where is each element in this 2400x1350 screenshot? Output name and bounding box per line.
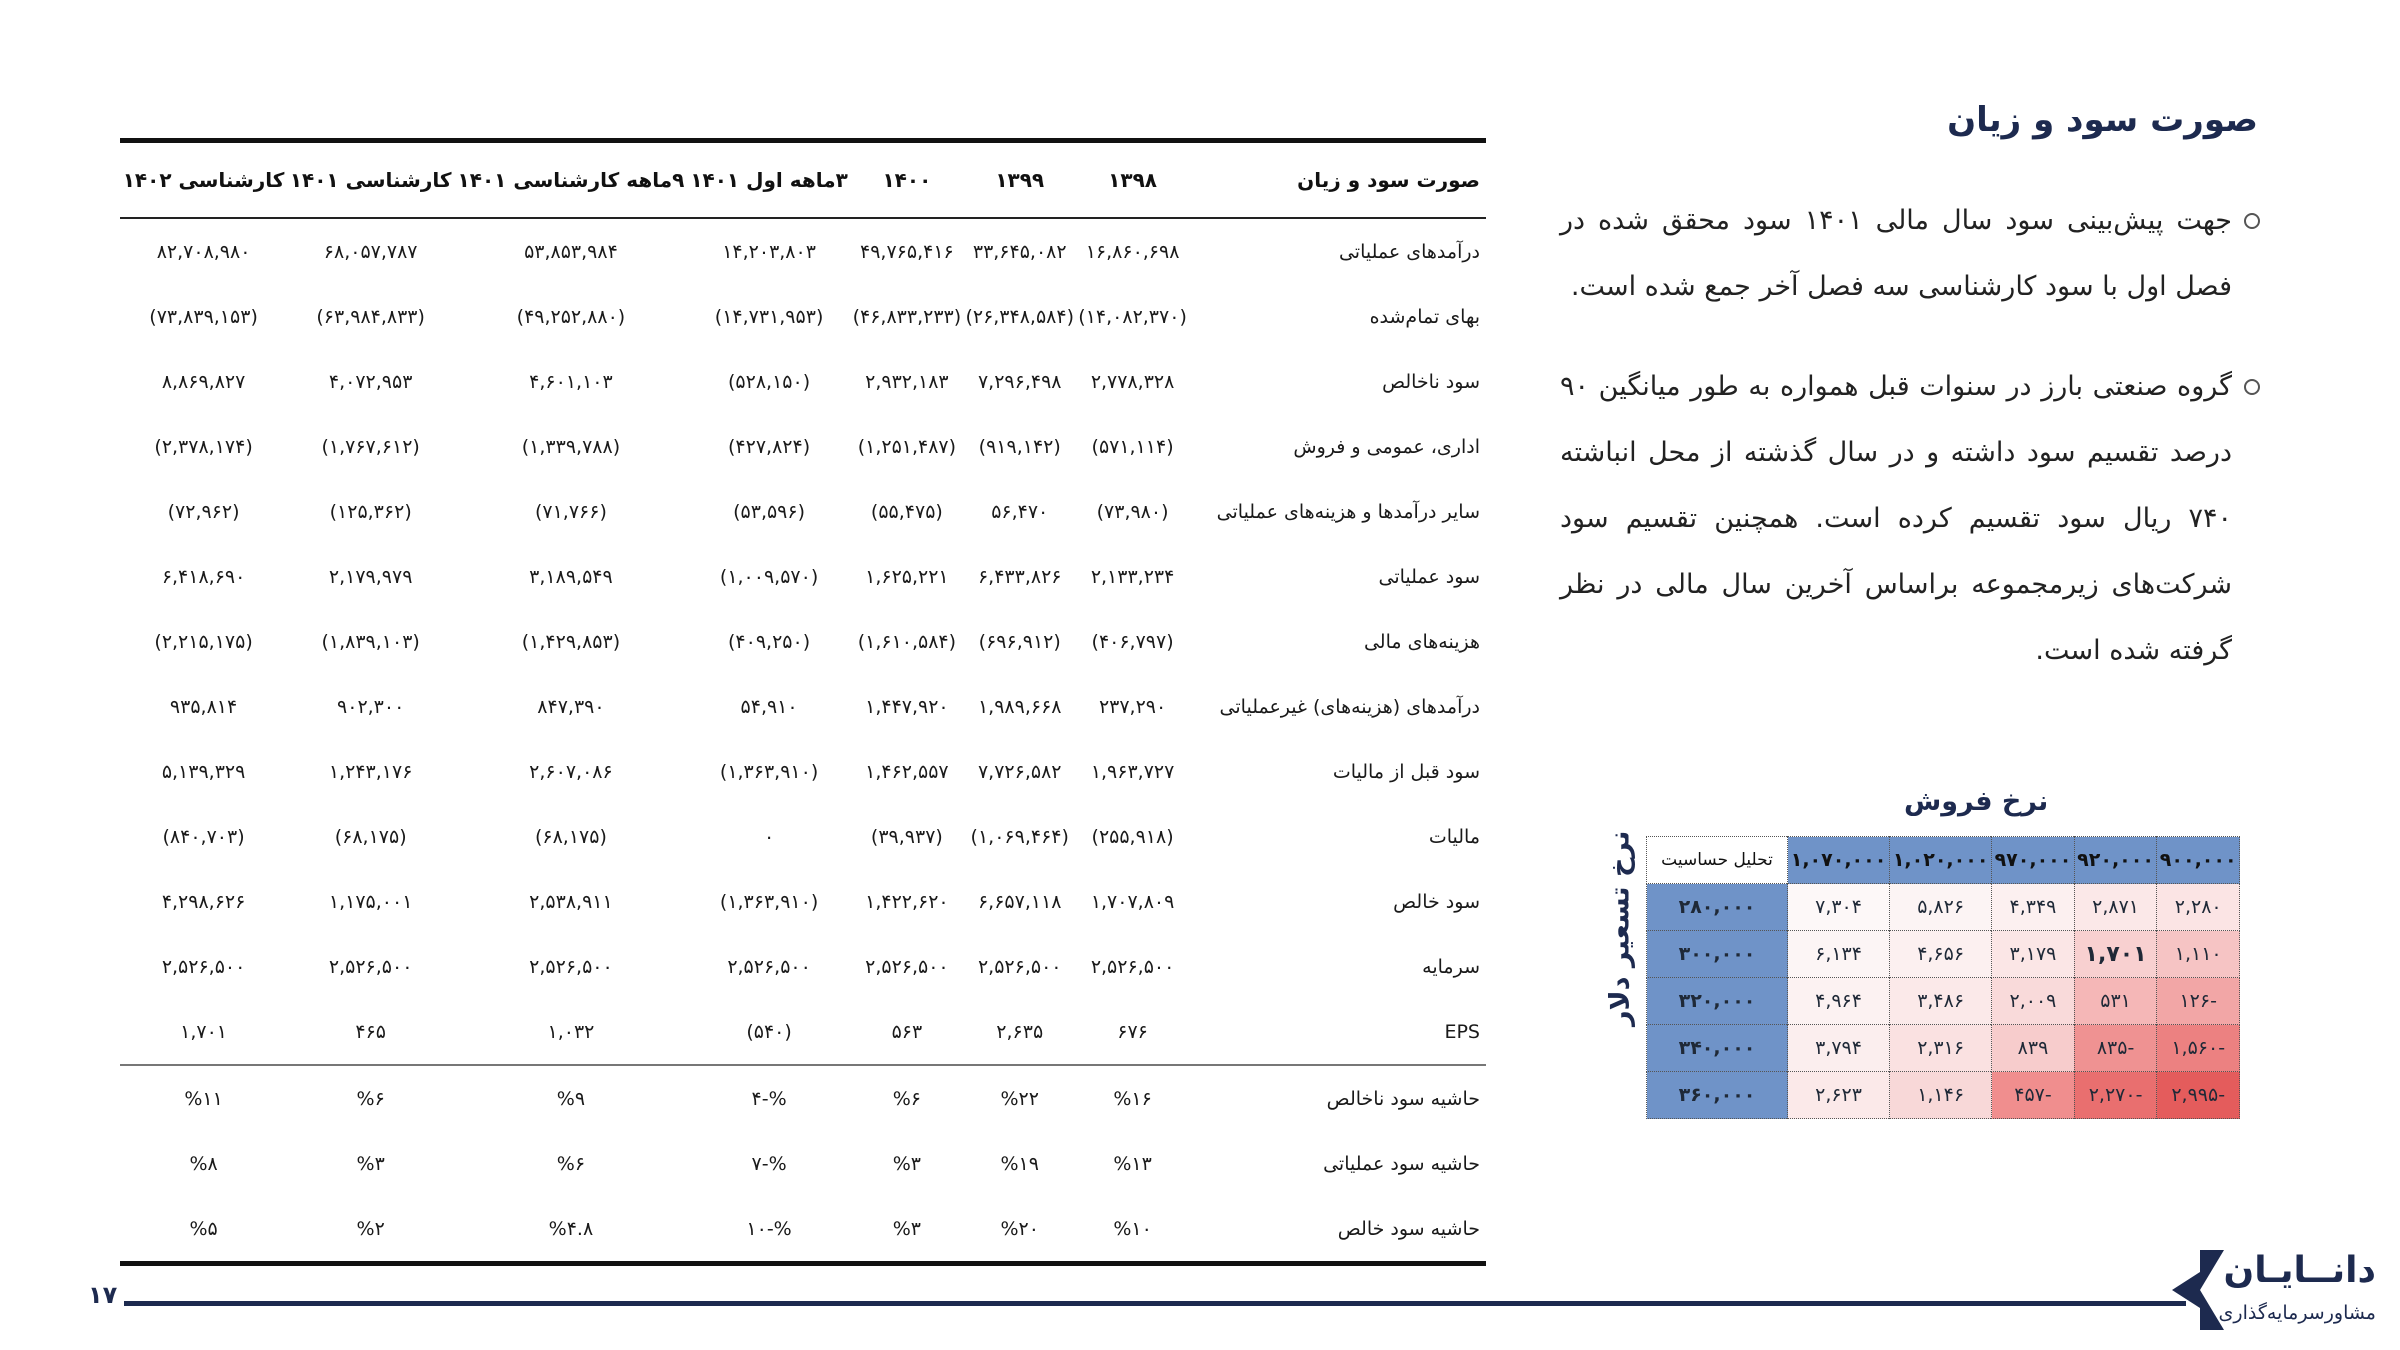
sensitivity-cell: ۲,۳۱۶ [1890,1025,1992,1072]
table-cell: (۱,۲۵۱,۴۸۷) [857,435,957,458]
sensitivity-cell: ۳,۷۹۴ [1788,1025,1890,1072]
sensitivity-cell: ۲,۸۷۱ [2074,884,2157,931]
row-label: EPS [1444,1020,1480,1043]
table-row [120,414,1486,479]
table-cell: (۱,۰۰۹,۵۷۰) [719,565,819,588]
row-label: سود خالص [1393,890,1480,913]
table-cell: (۶۳,۹۸۴,۸۳۳) [316,305,425,328]
table-cell: ۱۶,۸۶۰,۶۹۸ [1085,240,1180,263]
table-cell: %-۱۰ [746,1217,792,1240]
table-row [120,479,1486,544]
brand-name: دانــایـان [2223,1250,2376,1291]
sensitivity-cell: ۲,۶۲۳ [1788,1072,1890,1119]
table-cell: (۵۲۸,۱۵۰) [728,370,811,393]
table-row [120,218,1486,284]
column-header: کارشناسی ۱۴۰۱ [287,141,454,219]
table-cell: (۲۵۵,۹۱۸) [1091,825,1174,848]
sensitivity-cell: -۲,۲۷۰ [2074,1072,2157,1119]
row-label: حاشیه سود خالص [1337,1217,1480,1240]
table-cell: %۵ [189,1217,218,1240]
table-cell: ۱,۴۲۲,۶۲۰ [865,890,949,913]
table-cell: ۶,۴۳۳,۸۲۶ [977,565,1062,588]
page-number: ۱۷ [88,1281,118,1309]
table-cell: (۱,۶۱۰,۵۸۴) [857,630,957,653]
sensitivity-cell: -۴۵۷ [1992,1072,2075,1119]
usd-rate-label: ۲۸۰,۰۰۰ [1647,884,1788,931]
table-header-row [120,141,1486,219]
table-cell: (۱۴,۰۸۲,۳۷۰) [1078,305,1187,328]
table-cell: %۲ [356,1217,385,1240]
table-cell: ۱,۴۶۲,۵۵۷ [865,760,949,783]
sensitivity-cell: ۴,۶۵۶ [1890,931,1992,978]
column-header: ۱۴۰۰ [850,141,963,219]
table-row [120,284,1486,349]
row-label: بهای تمام‌شده [1369,305,1480,328]
table-cell: ۵,۱۳۹,۳۲۹ [161,760,246,783]
row-label: سایر درآمدها و هزینه‌های عملیاتی [1216,500,1480,523]
table-cell: ۲,۵۲۶,۵۰۰ [977,955,1062,978]
sensitivity-cell: -۸۳۵ [2074,1025,2157,1072]
table-row [120,934,1486,999]
sensitivity-cell: ۷,۳۰۴ [1788,884,1890,931]
column-header: ۳ماهه اول ۱۴۰۱ [688,141,851,219]
sensitivity-cell: -۲,۹۹۵ [2157,1072,2240,1119]
table-cell: ۶,۶۵۷,۱۱۸ [977,890,1062,913]
table-cell: ۱۴,۲۰۳,۸۰۳ [722,240,816,263]
table-cell: %۶ [287,1065,454,1131]
notes-list [1560,188,2260,684]
column-header: صورت سود و زیان [1189,141,1486,219]
note-item: جهت پیش‌بینی سود سال مالی ۱۴۰۱ سود محقق شده در فصل اول با سود کارشناسی سه فصل آخر جمع شده است. [1560,188,2260,320]
sensitivity-cell: ۲,۲۸۰ [2157,884,2240,931]
sales-rate-header: ۹۲۰,۰۰۰ [2074,837,2157,884]
column-header: ۹ماهه کارشناسی ۱۴۰۱ [454,141,687,219]
usd-rate-label: ۳۶۰,۰۰۰ [1647,1072,1788,1119]
table-cell: %۸ [189,1152,218,1175]
table-cell: ۳۳,۶۴۵,۰۸۲ [972,240,1067,263]
table-cell: ۵۶,۴۷۰ [991,500,1049,523]
sensitivity-row [1647,978,2240,1025]
table-cell: ۵۶۳ [891,1020,923,1043]
table-cell: ۱,۰۳۲ [547,1020,595,1043]
sensitivity-cell: -۱,۵۶۰ [2157,1025,2240,1072]
sales-rate-header: ۱,۰۲۰,۰۰۰ [1890,837,1992,884]
table-row [120,1196,1486,1264]
table-cell: (۱,۸۳۹,۱۰۳) [321,630,420,653]
table-cell: ۲,۵۲۶,۵۰۰ [865,955,949,978]
table-cell: ۵۳,۸۵۳,۹۸۴ [524,240,618,263]
table-row [120,804,1486,869]
table-cell: (۹۱۹,۱۴۲) [978,435,1061,458]
table-cell: (۶۸,۱۷۵) [334,825,407,848]
table-cell: %۴.۸ [548,1217,594,1240]
sensitivity-cell: ۶,۱۳۴ [1788,931,1890,978]
table-cell: (۱,۰۶۹,۴۶۴) [970,825,1069,848]
table-cell: (۱,۳۳۹,۷۸۸) [521,435,621,458]
table-cell: (۸۴۰,۷۰۳) [162,825,245,848]
sales-rate-header: ۹۰۰,۰۰۰ [2157,837,2240,884]
table-cell: (۱,۳۶۳,۹۱۰) [719,890,819,913]
table-row [120,674,1486,739]
table-cell: ۶۷۶ [1117,1020,1148,1043]
table-row [120,869,1486,934]
table-cell: (۱۴,۷۳۱,۹۵۳) [714,305,824,328]
row-label: سود ناخالص [1382,370,1480,393]
table-cell: ۴,۲۹۸,۶۲۶ [161,890,246,913]
sales-rate-header: ۹۷۰,۰۰۰ [1992,837,2075,884]
table-cell: ۲,۶۳۵ [996,1020,1044,1043]
table-cell: ۲,۵۲۶,۵۰۰ [161,955,246,978]
table-cell: %-۴ [688,1065,851,1131]
sensitivity-row [1647,931,2240,978]
table-cell: (۷۳,۸۳۹,۱۵۳) [149,305,258,328]
table-cell: %۳ [356,1152,385,1175]
row-label: درآمدهای (هزینه‌های) غیرعملیاتی [1219,695,1480,718]
row-label: حاشیه سود ناخالص [1189,1065,1486,1131]
sales-rate-header: ۱,۰۷۰,۰۰۰ [1788,837,1890,884]
table-cell: %۹ [454,1065,687,1131]
table-cell: %۲۰ [1000,1217,1039,1240]
sensitivity-cell: ۱,۱۴۶ [1890,1072,1992,1119]
table-cell: %۱۶ [1076,1065,1189,1131]
table-cell: ۲,۱۷۹,۹۷۹ [328,565,413,588]
note-item: گروه صنعتی بارز در سنوات قبل همواره به طور میانگین ۹۰ درصد تقسیم سود داشته و در سال گذشته از محل انباشته ۷۴۰ ریال سود تقسیم کرده است. همچنین تقسیم سود شرکت‌های زیرمجموعه براساس آخرین سال مالی در نظر گرفته شده است. [1560,354,2260,684]
table-cell: ۳,۱۸۹,۵۴۹ [529,565,613,588]
sensitivity-cell: ۵۳۱ [2074,978,2157,1025]
sensitivity-cell: ۴,۳۴۹ [1992,884,2075,931]
table-cell: ۱,۲۴۳,۱۷۶ [328,760,413,783]
table-row [120,1131,1486,1196]
table-cell: (۴۰۹,۲۵۰) [728,630,811,653]
table-cell: (۷۲,۹۶۲) [167,500,240,523]
table-cell: (۴۹,۲۵۲,۸۸۰) [516,305,626,328]
row-label: سود عملیاتی [1378,565,1480,588]
table-cell: ۲,۵۲۶,۵۰۰ [727,955,811,978]
table-cell: (۱,۳۶۳,۹۱۰) [719,760,819,783]
table-cell: ۸,۸۶۹,۸۲۷ [161,370,246,393]
table-row [120,739,1486,804]
table-cell: ۴۹,۷۶۵,۴۱۶ [860,240,954,263]
table-cell: ۲,۵۲۶,۵۰۰ [328,955,413,978]
table-cell: ۲,۱۳۳,۲۳۴ [1090,565,1175,588]
row-label: مالیات [1428,825,1480,848]
table-cell: ۴,۰۷۲,۹۵۳ [328,370,413,393]
table-cell: ۶,۴۱۸,۶۹۰ [161,565,246,588]
row-label: درآمدهای عملیاتی [1338,240,1480,263]
sensitivity-row [1647,884,2240,931]
table-row [120,609,1486,674]
table-cell: ۱,۷۰۷,۸۰۹ [1090,890,1175,913]
table-cell: ۷,۷۲۶,۵۸۲ [977,760,1062,783]
table-cell: (۵۴۰) [746,1020,792,1043]
table-cell: (۳۹,۹۳۷) [870,825,943,848]
table-cell: (۶۸,۱۷۵) [534,825,607,848]
table-cell: ۱,۱۷۵,۰۰۱ [328,890,413,913]
sensitivity-row [1647,1072,2240,1119]
page-title: صورت سود و زیان [1947,100,2258,140]
table-cell: ۹۳۵,۸۱۴ [169,695,238,718]
sensitivity-header-row [1647,837,2240,884]
table-cell: ۱,۴۴۷,۹۲۰ [865,695,949,718]
sensitivity-cell: ۵,۸۲۶ [1890,884,1992,931]
table-cell: ۴۶۵ [355,1020,386,1043]
table-cell: %۶ [850,1065,963,1131]
table-cell: ۸۲,۷۰۸,۹۸۰ [156,240,251,263]
sensitivity-row [1647,1025,2240,1072]
table-cell: %۱۹ [1000,1152,1039,1175]
column-header: کارشناسی ۱۴۰۲ [120,141,287,219]
table-cell: %۳ [892,1152,922,1175]
table-cell: ۷,۲۹۶,۴۹۸ [977,370,1062,393]
table-cell: ۲,۶۰۷,۰۸۶ [529,760,613,783]
row-label: اداری، عمومی و فروش [1293,435,1480,458]
table-cell: (۷۳,۹۸۰) [1096,500,1169,523]
usd-rate-label: ۳۴۰,۰۰۰ [1647,1025,1788,1072]
table-cell: (۴۶,۸۳۳,۲۳۳) [852,305,962,328]
table-cell: ۱,۹۶۳,۷۲۷ [1090,760,1175,783]
sensitivity-cell: ۳,۱۷۹ [1992,931,2075,978]
table-cell: (۱۲۵,۳۶۲) [329,500,412,523]
table-cell: (۴۲۷,۸۲۴) [728,435,811,458]
row-label: حاشیه سود عملیاتی [1323,1152,1480,1175]
table-cell: %۳ [892,1217,922,1240]
table-row [120,1065,1486,1131]
table-cell: (۲,۲۱۵,۱۷۵) [154,630,253,653]
sensitivity-corner-label: تحلیل حساسیت [1647,837,1788,884]
sensitivity-table [1646,836,2240,1119]
table-cell: ۵۴,۹۱۰ [740,695,798,718]
table-cell: (۱,۷۶۷,۶۱۲) [321,435,420,458]
table-cell: ۲,۵۲۶,۵۰۰ [1090,955,1175,978]
table-cell: ۸۴۷,۳۹۰ [537,695,605,718]
table-cell: %۶ [556,1152,586,1175]
table-cell: %۱۰ [1113,1217,1152,1240]
table-cell: ۹۰۲,۳۰۰ [337,695,405,718]
row-label: هزینه‌های مالی [1363,630,1480,653]
table-cell: ۱,۶۲۵,۲۲۱ [865,565,949,588]
sensitivity-cell: ۸۳۹ [1992,1025,2075,1072]
table-cell: ۱,۷۰۱ [180,1020,227,1043]
table-cell: ۴,۶۰۱,۱۰۳ [529,370,613,393]
row-label: سرمایه [1422,955,1480,978]
table-cell: ۲۳۷,۲۹۰ [1098,695,1167,718]
footer-divider [124,1301,2186,1306]
table-cell: %۱۳ [1113,1152,1152,1175]
column-header: ۱۳۹۸ [1076,141,1189,219]
table-cell: (۵۳,۵۹۶) [733,500,806,523]
table-cell: ۲,۵۳۸,۹۱۱ [529,890,613,913]
sensitivity-title: نرخ فروش [1904,786,2049,817]
table-row [120,544,1486,609]
column-header: ۱۳۹۹ [963,141,1076,219]
table-cell: (۴۰۶,۷۹۷) [1091,630,1174,653]
table-cell: ۲,۷۷۸,۳۲۸ [1090,370,1175,393]
table-cell: ۲,۹۳۲,۱۸۳ [865,370,949,393]
sensitivity-cell: ۳,۴۸۶ [1890,978,1992,1025]
brand-logo-icon [2168,1250,2224,1330]
table-cell: (۲۶,۳۴۸,۵۸۴) [965,305,1075,328]
table-cell: (۷۱,۷۶۶) [534,500,607,523]
sensitivity-cell: ۱,۱۱۰ [2157,931,2240,978]
table-cell: %-۷ [751,1152,787,1175]
table-cell: %۲۲ [963,1065,1076,1131]
table-cell: %۱۱ [120,1065,287,1131]
row-label: سود قبل از مالیات [1332,760,1480,783]
table-cell: (۱,۴۲۹,۸۵۳) [521,630,621,653]
table-cell: ۰ [763,825,775,848]
sensitivity-cell: -۱۲۶ [2157,978,2240,1025]
table-row [120,999,1486,1065]
table-cell: (۶۹۶,۹۱۲) [978,630,1061,653]
usd-rate-label: ۳۰۰,۰۰۰ [1647,931,1788,978]
sensitivity-cell: ۱,۷۰۱ [2074,931,2157,978]
table-cell: ۲,۵۲۶,۵۰۰ [529,955,613,978]
usd-rate-label: ۳۲۰,۰۰۰ [1647,978,1788,1025]
table-cell: (۲,۳۷۸,۱۷۴) [154,435,253,458]
table-cell: ۱,۹۸۹,۶۶۸ [977,695,1062,718]
income-statement-table [120,138,1486,1266]
table-row [120,349,1486,414]
brand-tagline: مشاورسرمایه‌گذاری [2218,1302,2376,1324]
table-cell: (۵۷۱,۱۱۴) [1091,435,1174,458]
table-cell: (۵۵,۴۷۵) [870,500,943,523]
sensitivity-cell: ۲,۰۰۹ [1992,978,2075,1025]
sensitivity-cell: ۴,۹۶۴ [1788,978,1890,1025]
table-cell: ۶۸,۰۵۷,۷۸۷ [323,240,418,263]
